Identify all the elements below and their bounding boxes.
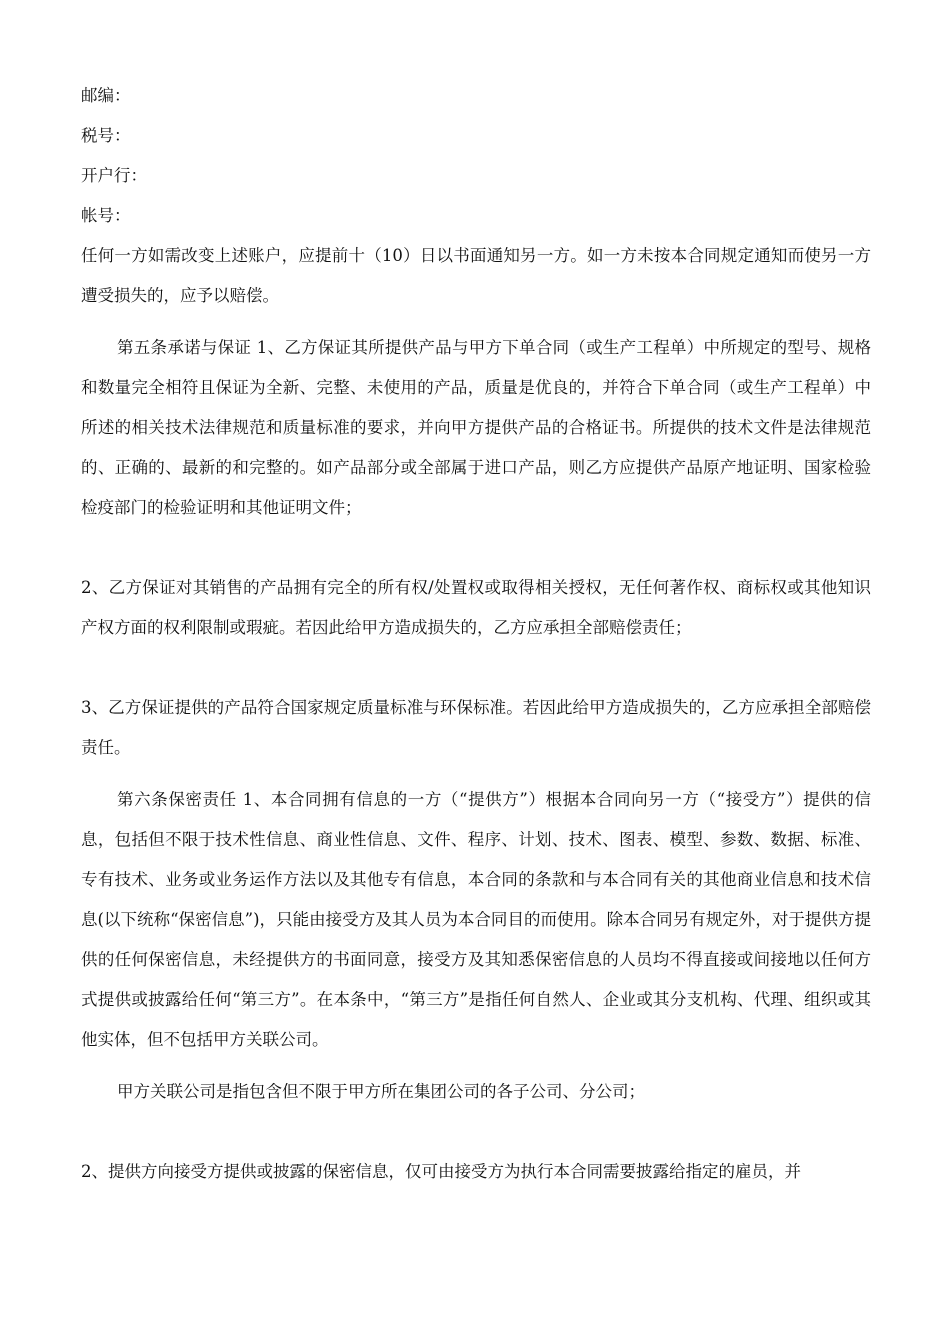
account-change-clause: 任何一方如需改变上述账户，应提前十（10）日以书面通知另一方。如一方未按本合同规定通知而使另一方遭受损失的，应予以赔偿。: [81, 246, 871, 305]
postcode-field-label: 邮编：: [81, 86, 131, 105]
bank-field-label: 开户行：: [81, 166, 147, 185]
article-6-clause-1: 第六条保密责任 1、本合同拥有信息的一方（“提供方”）根据本合同向另一方（“接受方”）提供的信息，包括但不限于技术性信息、商业性信息、文件、程序、计划、技术、图表、模型、参数、数据、标准、专有技术、业务或业务运作方法以及其他专有信息，本合同的条款和与本合同有关的其他商业信息和技术信息(以下统称“保密信息”)，只能由接受方及其人员为本合同目的而使用。除本合同另有规定外，对于提供方提供的任何保密信息，未经提供方的书面同意，接受方及其知悉保密信息的人员均不得直接或间接地以任何方式提供或披露给任何“第三方”。在本条中，“第三方”是指任何自然人、企业或其分支机构、代理、组织或其他实体，但不包括甲方关联公司。: [81, 790, 871, 1049]
tax-id-field-label: 税号：: [81, 126, 131, 145]
contract-page: [81, 76, 871, 1192]
affiliate-definition: 甲方关联公司是指包含但不限于甲方所在集团公司的各子公司、分公司；: [117, 1082, 645, 1101]
article-5-clause-3: 3、乙方保证提供的产品符合国家规定质量标准与环保标准。若因此给甲方造成损失的，乙方应承担全部赔偿责任。: [81, 698, 871, 757]
article-6-clause-2: 2、提供方向接受方提供或披露的保密信息，仅可由接受方为执行本合同需要披露给指定的雇员，并: [81, 1162, 801, 1181]
article-5-clause-2: 2、乙方保证对其销售的产品拥有完全的所有权/处置权或取得相关授权，无任何著作权、商标权或其他知识产权方面的权利限制或瑕疵。若因此给甲方造成损失的，乙方应承担全部赔偿责任；: [81, 578, 871, 637]
account-field-label: 帐号：: [81, 206, 131, 225]
article-5-clause-1: 第五条承诺与保证 1、乙方保证其所提供产品与甲方下单合同（或生产工程单）中所规定的型号、规格和数量完全相符且保证为全新、完整、未使用的产品，质量是优良的，并符合下单合同（或生产工程单）中所述的相关技术法律规范和质量标准的要求，并向甲方提供产品的合格证书。所提供的技术文件是法律规范的、正确的、最新的和完整的。如产品部分或全部属于进口产品，则乙方应提供产品原产地证明、国家检验检疫部门的检验证明和其他证明文件；: [81, 338, 871, 517]
